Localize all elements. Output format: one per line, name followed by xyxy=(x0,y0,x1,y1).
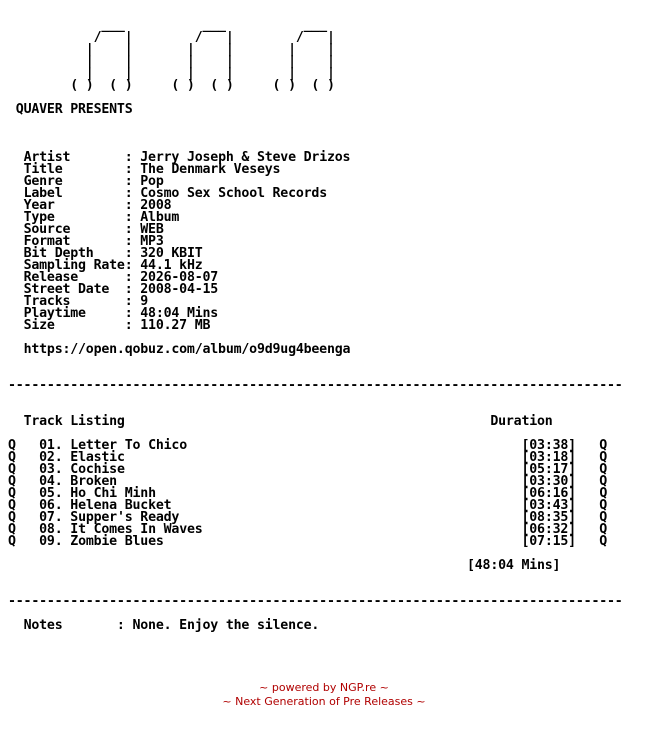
track-title: Ho Chi Minh xyxy=(70,486,156,501)
info-label: Year xyxy=(23,198,125,213)
track-duration: [03:38] xyxy=(521,438,576,453)
info-row: Tracks : 9 xyxy=(23,294,149,309)
info-row: Size : 110.27 MB xyxy=(23,318,211,333)
row-marker-left: Q xyxy=(8,474,16,489)
blank-line xyxy=(8,572,623,584)
info-row: Bit Depth : 320 KBIT xyxy=(23,246,203,261)
track-title: Zombie Blues xyxy=(70,534,164,549)
blank-line xyxy=(8,116,623,128)
row-marker-right: Q xyxy=(599,474,608,489)
track-duration: [08:35] xyxy=(521,510,576,525)
track-title: It Comes In Waves xyxy=(70,522,203,537)
notes-value: None. Enjoy the silence. xyxy=(132,618,320,633)
info-label: Sampling Rate xyxy=(23,258,125,273)
notes-label: Notes xyxy=(23,618,63,633)
track-duration: [06:32] xyxy=(521,522,576,537)
row-marker-right: Q xyxy=(599,498,608,513)
row-marker-right: Q xyxy=(599,486,608,501)
total-line xyxy=(8,560,623,572)
track-duration: [06:16] xyxy=(521,486,576,501)
track-duration: [03:18] xyxy=(521,450,576,465)
info-row: Artist : Jerry Joseph & Steve Drizos xyxy=(23,150,351,165)
info-label: Release xyxy=(23,270,125,285)
info-row: Type : Album xyxy=(23,210,180,225)
info-value: Jerry Joseph & Steve Drizos xyxy=(140,150,351,165)
row-marker-right: Q xyxy=(599,450,608,465)
track-duration: [07:15] xyxy=(521,534,576,549)
info-row: Title : The Denmark Veseys xyxy=(23,162,281,177)
info-label: Bit Depth xyxy=(23,246,125,261)
track-duration: [05:17] xyxy=(521,462,576,477)
info-row: Street Date : 2008-04-15 xyxy=(23,282,219,297)
track-duration: [03:43] xyxy=(521,498,576,513)
info-value: 9 xyxy=(140,294,149,309)
blank-line xyxy=(8,356,623,368)
track-number: 01. xyxy=(39,438,63,453)
separator-line xyxy=(8,380,623,392)
info-label: Genre xyxy=(23,174,125,189)
footer-tagline: ~ Next Generation of Pre Releases ~ xyxy=(222,695,426,708)
row-marker-right: Q xyxy=(599,534,608,549)
track-title: Broken xyxy=(70,474,117,489)
info-value: 2008-04-15 xyxy=(140,282,219,297)
info-value: 320 KBIT xyxy=(140,246,203,261)
row-marker-right: Q xyxy=(599,438,608,453)
info-value: Cosmo Sex School Records xyxy=(140,186,327,201)
info-label: Title xyxy=(23,162,125,177)
album-url: https://open.qobuz.com/album/o9d9ug4beenga xyxy=(23,342,351,357)
logo-art-line: | | | | | | xyxy=(23,42,335,57)
track-title: Letter To Chico xyxy=(70,438,187,453)
row-marker-right: Q xyxy=(599,522,608,537)
presenter-line xyxy=(8,104,623,116)
track-title: Cochise xyxy=(70,462,125,477)
info-label: Size xyxy=(23,318,125,333)
track-number: 07. xyxy=(39,510,63,525)
info-value: Pop xyxy=(140,174,164,189)
separator: ------------------------------------------------------------------------------- xyxy=(8,594,623,609)
logo-art-line: / | / | / | xyxy=(23,30,335,45)
info-label: Street Date xyxy=(23,282,125,297)
track-number: 09. xyxy=(39,534,63,549)
info-row: Year : 2008 xyxy=(23,198,172,213)
info-label: Playtime xyxy=(23,306,125,321)
info-row: Format : MP3 xyxy=(23,234,164,249)
nfo-text xyxy=(8,8,623,632)
track-header xyxy=(8,416,623,428)
row-marker-right: Q xyxy=(599,510,608,525)
info-value: MP3 xyxy=(140,234,164,249)
row-marker-left: Q xyxy=(8,462,16,477)
row-marker-left: Q xyxy=(8,498,16,513)
track-title: Elastic xyxy=(70,450,125,465)
info-label: Tracks xyxy=(23,294,125,309)
blank-line xyxy=(8,392,623,404)
info-value: 2026-08-07 xyxy=(140,270,219,285)
info-label: Source xyxy=(23,222,125,237)
info-row: Genre : Pop xyxy=(23,174,164,189)
separator: ------------------------------------------------------------------------------- xyxy=(8,378,623,393)
info-value: 48:04 Mins xyxy=(140,306,219,321)
info-value: 110.27 MB xyxy=(140,318,211,333)
info-row: Playtime : 48:04 Mins xyxy=(23,306,219,321)
info-label: Type xyxy=(23,210,125,225)
info-label: Format xyxy=(23,234,125,249)
row-marker-left: Q xyxy=(8,486,16,501)
total-playtime: [48:04 Mins] xyxy=(466,558,561,573)
footer-powered-by: ~ powered by NGP.re ~ xyxy=(259,681,389,694)
info-row: Label : Cosmo Sex School Records xyxy=(23,186,327,201)
row-marker-left: Q xyxy=(8,438,16,453)
track-number: 08. xyxy=(39,522,63,537)
logo-art-line: | | | | | | xyxy=(23,54,335,69)
row-marker-right: Q xyxy=(599,462,608,477)
separator-line xyxy=(8,596,623,608)
track-number: 03. xyxy=(39,462,63,477)
url-line xyxy=(8,344,623,356)
row-marker-left: Q xyxy=(8,522,16,537)
info-value: 44.1 kHz xyxy=(140,258,203,273)
track-row xyxy=(8,536,623,548)
duration-heading: Duration xyxy=(490,414,553,429)
track-number: 02. xyxy=(39,450,63,465)
track-duration: [03:30] xyxy=(521,474,576,489)
track-number: 05. xyxy=(39,486,63,501)
row-marker-left: Q xyxy=(8,450,16,465)
info-label: Artist xyxy=(23,150,125,165)
track-title: Supper's Ready xyxy=(70,510,180,525)
track-number: 04. xyxy=(39,474,63,489)
info-label: Label xyxy=(23,186,125,201)
track-title: Helena Bucket xyxy=(70,498,172,513)
info-row: Sampling Rate: 44.1 kHz xyxy=(23,258,203,273)
info-row: Source : WEB xyxy=(23,222,164,237)
row-marker-left: Q xyxy=(8,534,16,549)
presenter-title: QUAVER PRESENTS xyxy=(15,102,133,117)
logo-line xyxy=(8,80,623,92)
track-number: 06. xyxy=(39,498,63,513)
info-value: WEB xyxy=(140,222,164,237)
info-value: Album xyxy=(140,210,180,225)
info-value: 2008 xyxy=(140,198,172,213)
info-value: The Denmark Veseys xyxy=(140,162,281,177)
track-listing-heading: Track Listing xyxy=(23,414,125,429)
notes-line: Notes : None. Enjoy the silence. xyxy=(23,618,320,633)
logo-art-line: ___ ___ ___ xyxy=(23,18,327,33)
blank-line xyxy=(8,128,623,140)
row-marker-left: Q xyxy=(8,510,16,525)
logo-art-line: | | | | | | xyxy=(23,66,335,81)
logo-art-line: ( ) ( ) ( ) ( ) ( ) ( ) xyxy=(23,78,335,93)
info-row: Release : 2026-08-07 xyxy=(23,270,219,285)
